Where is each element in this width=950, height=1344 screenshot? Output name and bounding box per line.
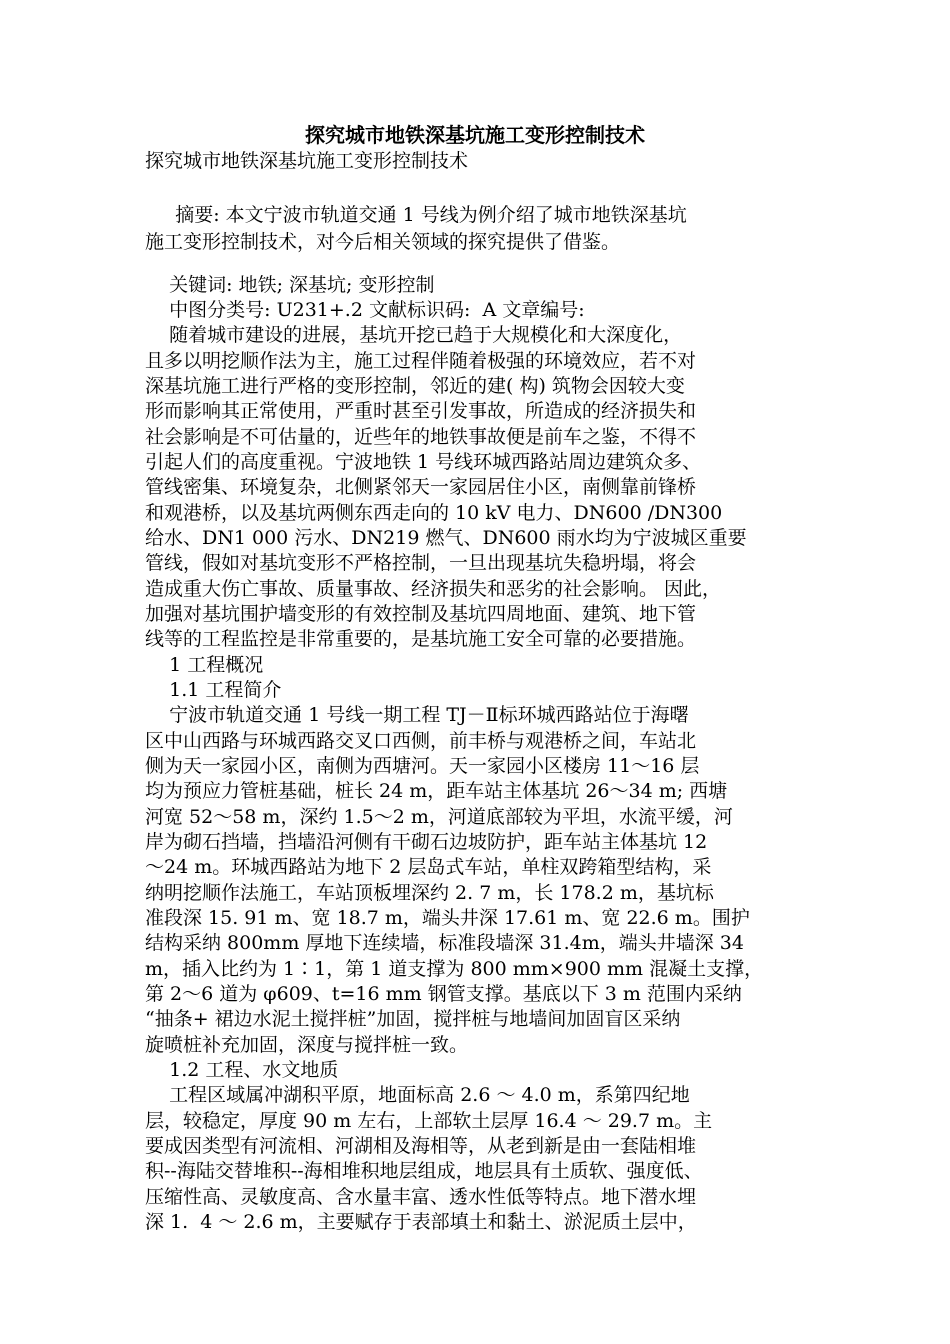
paragraph-line: 纳明挖顺作法施工，车站顶板埋深约 2. 7 m，长 178.2 m，基坑标 — [145, 882, 714, 904]
paragraph-line: 岸为砌石挡墙，挡墙沿河侧有干砌石边坡防护，距车站主体基坑 12 — [145, 831, 708, 853]
paragraph-line: 第 2～6 道为 φ609、t=16 mm 钢管支撑。基底以下 3 m 范围内采纳 — [145, 983, 742, 1005]
paragraph-line: 和观港桥，以及基坑两侧东西走向的 10 kV 电力、DN600 /DN300 — [145, 502, 723, 524]
paragraph-line: 河宽 52～58 m，深约 1.5～2 m，河道底部较为平坦，水流平缓，河 — [145, 806, 733, 828]
paragraph-line: 随着城市建设的进展，基坑开挖已趋于大规模化和大深度化， — [145, 324, 683, 346]
paragraph-line: 1 工程概况 — [145, 654, 264, 676]
paragraph-line: 中图分类号: U231+.2 文献标识码: A 文章编号: — [145, 299, 585, 321]
paragraph-line: 社会影响是不可估量的，近些年的地铁事故便是前车之鉴，不得不 — [145, 426, 697, 448]
paragraph-line: 区中山西路与环城西路交叉口西侧，前丰桥与观港桥之间，车站北 — [145, 730, 697, 752]
paragraph-line: 1.1 工程简介 — [145, 679, 282, 701]
paragraph-line: 关键词: 地铁; 深基坑; 变形控制 — [145, 274, 435, 296]
paragraph-line: 宁波市轨道交通 1 号线一期工程 TJ－Ⅱ标环城西路站位于海曙 — [145, 704, 689, 726]
paragraph-line: 给水、DN1 000 污水、DN219 燃气、DN600 雨水均为宁波城区重要 — [145, 527, 747, 549]
paragraph-line: 积--海陆交替堆积--海相堆积地层组成，地层具有土质软、强度低、 — [145, 1160, 703, 1182]
paragraph-line: 深基坑施工进行严格的变形控制，邻近的建( 构) 筑物会因较大变 — [145, 375, 685, 397]
paragraph-line: 施工变形控制技术，对今后相关领域的探究提供了借鉴。 — [145, 231, 621, 253]
paragraph-line: 摘要: 本文宁波市轨道交通 1 号线为例介绍了城市地铁深基坑 — [145, 204, 687, 226]
paragraph-line: 管线密集、环境复杂，北侧紧邻天一家园居住小区，南侧靠前锋桥 — [145, 476, 697, 498]
paragraph-line: 加强对基坑围护墙变形的有效控制及基坑四周地面、建筑、地下管 — [145, 603, 697, 625]
paragraph-line: 结构采纳 800mm 厚地下连续墙，标准段墙深 31.4m，端头井墙深 34 — [145, 932, 744, 954]
paragraph-line: 旋喷桩补充加固，深度与搅拌桩一致。 — [145, 1034, 469, 1056]
paragraph-line: m，插入比约为 1∶1，第 1 道支撑为 800 mm×900 mm 混凝土支撑， — [145, 958, 764, 980]
paragraph-line: 形而影响其正常使用，严重时甚至引发事故，所造成的经济损失和 — [145, 400, 697, 422]
paragraph-line: “抽条+ 裙边水泥土搅拌桩”加固，搅拌桩与地墙间加固盲区采纳 — [145, 1008, 681, 1030]
document-subtitle: 探究城市地铁深基坑施工变形控制技术 — [145, 150, 469, 172]
paragraph-line: ～24 m。环城西路站为地下 2 层岛式车站，单柱双跨箱型结构，采 — [145, 856, 712, 878]
paragraph-line: 压缩性高、灵敏度高、含水量丰富、透水性低等特点。地下潜水埋 — [145, 1186, 697, 1208]
paragraph-line: 且多以明挖顺作法为主，施工过程伴随着极强的环境效应，若不对 — [145, 350, 697, 372]
paragraph-line: 1.2 工程、水文地质 — [145, 1059, 339, 1081]
paragraph-line: 层，较稳定，厚度 90 m 左右，上部软土层厚 16.4 ～ 29.7 m。主 — [145, 1110, 713, 1132]
paragraph-line: 均为预应力管桩基础，桩长 24 m，距车站主体基坑 26～34 m; 西塘 — [145, 780, 728, 802]
paragraph-line: 工程区域属冲湖积平原，地面标高 2.6 ～ 4.0 m，系第四纪地 — [145, 1084, 690, 1106]
paragraph-line: 准段深 15. 91 m、宽 18.7 m，端头井深 17.61 m、宽 22.6 m。围护 — [145, 907, 750, 929]
paragraph-line: 引起人们的高度重视。宁波地铁 1 号线环城西路站周边建筑众多、 — [145, 451, 702, 473]
paragraph-line: 线等的工程监控是非常重要的，是基坑施工安全可靠的必要措施。 — [145, 628, 697, 650]
paragraph-line: 管线，假如对基坑变形不严格控制，一旦出现基坑失稳坍塌，将会 — [145, 552, 697, 574]
paragraph-line: 深 1. 4 ～ 2.6 m，主要赋存于表部填土和黏土、淤泥质土层中， — [145, 1211, 697, 1233]
paragraph-line: 要成因类型有河流相、河湖相及海相等，从老到新是由一套陆相堆 — [145, 1135, 697, 1157]
paragraph-line: 造成重大伤亡事故、质量事故、经济损失和恶劣的社会影响。 因此， — [145, 578, 722, 600]
document-title: 探究城市地铁深基坑施工变形控制技术 — [305, 123, 645, 147]
paragraph-line: 侧为天一家园小区，南侧为西塘河。天一家园小区楼房 11～16 层 — [145, 755, 700, 777]
